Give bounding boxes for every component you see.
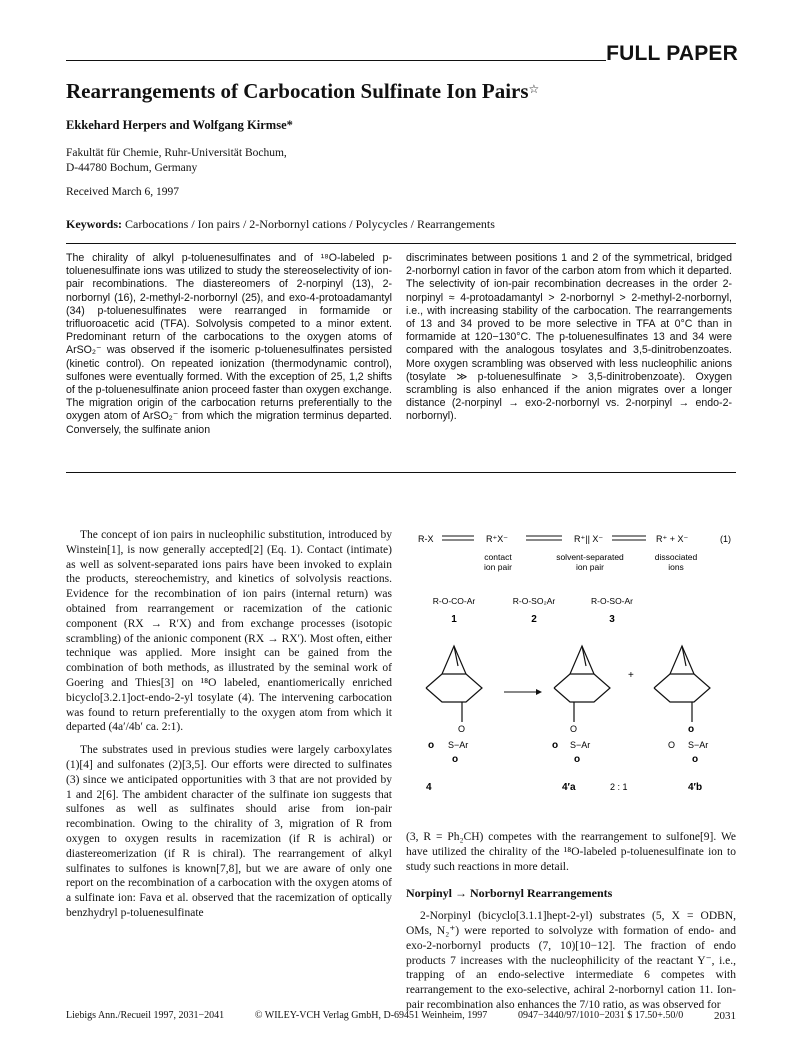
- eq-rx: R-X: [418, 534, 434, 544]
- eq-number: (1): [720, 534, 731, 544]
- paragraph: The substrates used in previous studies were largely carboxylates (1)[4] and sulfonates (2)[3,5]. Our efforts were directed to sulfinates (3) since we anticipated opportunities with 3 that are not provided by 1 and 2[6]. The ambident character of the sulfinate ion suggests that sulfones as well as sulfinates should arise from ion-pair recombination. Owing to the chirality of 3, migration of R from oxygen to oxygen results in racemization (if R is achiral) or diastereomerization (if R is chiral). The rearrangement of alkyl sulfinates to sulfones is known[7,8], but we are aware of only one report on the recombination of a carbocation with the oxygen atoms of a sulfinate ion: Fava et al. observed that the racemization of optically benzhydryl p-toluenesulfinate: [66, 744, 392, 919]
- abstract-left-column: The chirality of alkyl p-toluenesulfinates and of ¹⁸O-labeled p-toluenesulfinate ions was utilized to study the stereoselectivity of ion-pair recombinations. The diastereomers of 2-norpinyl (13), 2-norbornyl (16), 2-methyl-2-norbornyl (25), and exo-4-protoadamantyl (34) p-toluenesulfinates were rearranged in formamide or trifluoroacetic acid (TFA). Solvolysis competed to a minor extent. Predominant return of the carbocations to the oxygen atoms of ArSO₂⁻ was observed if the isomeric p-toluenesulfinates persisted (kinetic control). On repeated ionization (thermodynamic control), sulfones were eventually formed. With the exception of 25, 1,2 shifts of the p-toluenesulfinate anion proceed faster than oxygen exchange. The migration origin of the carbocation returns preferentially to the oxygen atom of ArSO₂⁻ from which the migration terminus departed. Conversely, the sulfinate anion: [66, 252, 392, 436]
- compound-3-number: 3: [609, 614, 615, 625]
- arrow-head: [536, 689, 542, 695]
- mol4b-s-ar: S−Ar: [688, 740, 709, 750]
- article-title: Rearrangements of Carbocation Sulfinate Ion Pairs☆: [66, 79, 540, 103]
- mol4a-o-dot: o: [552, 740, 559, 751]
- authors: Ekkehard Herpers and Wolfgang Kirmse*: [66, 118, 293, 132]
- eq-dissoc: R⁺ + X⁻: [656, 534, 689, 544]
- paragraph: The concept of ion pairs in nucleophilic substitution, introduced by Winstein[1], is now generally accepted[2] (Eq. 1). Contact (intimate) as well as solvent-separated ions pairs have been invoked to explain the products, stereochemistry, and kinetics of solvolysis reactions. Evidence for the recombination of ion pairs (internal return) was obtained from rearrangement or racemization of the cationic component (RX → R′X) and from exchange processes (isotopic scrambling) of the anionic component (RX → RX′). Most often, either technique was applied. More insight can be gained from the combination of both methods, as illustrated by the seminal work of Goering and Thies[3] on ¹⁸O labeled, enantiomerically enriched bicyclo[3.2.1]oct-endo-2-yl tosylate (4). The intervening carbocation was found to return preferentially to the oxygen atom from which it departed (4a′/4b′ ca. 2:1).: [66, 529, 392, 734]
- mol4-o-dot: o: [428, 740, 435, 751]
- mol4b-o-bot: o: [692, 754, 699, 765]
- reaction-scheme: [406, 528, 736, 818]
- compound-2-formula: R-O-SO₂Ar: [512, 596, 556, 606]
- label-dissoc: dissociated: [654, 552, 698, 562]
- compound-1-number: 1: [451, 614, 457, 625]
- mol4a-o: O: [570, 724, 578, 734]
- mol4-label: 4: [426, 782, 432, 793]
- keywords: Keywords: Carbocations / Ion pairs / 2-Norbornyl cations / Polycycles / Rearrangements: [66, 217, 495, 231]
- mol4-o: O: [458, 724, 466, 734]
- journal-citation: Liebigs Ann./Recueil 1997, 2031−2041: [66, 1010, 225, 1021]
- label-dissoc-2: ions: [668, 562, 684, 572]
- label-contact: contact: [484, 552, 512, 562]
- product-ratio: 2 : 1: [610, 782, 628, 792]
- title-footnote-mark: ☆: [528, 82, 540, 96]
- body-right-column: [406, 830, 736, 1021]
- page-footer: [66, 1010, 736, 1022]
- mol4a-label: 4′a: [562, 782, 576, 793]
- mol4a-o-bot: o: [574, 754, 581, 765]
- equilibrium-arrows: [442, 536, 646, 540]
- abstract-rule-top: [66, 243, 736, 244]
- molecule-4-structure: [426, 646, 482, 722]
- header-rule: [66, 60, 606, 61]
- page-number: 2031: [713, 1010, 736, 1022]
- plus-sign: +: [628, 670, 634, 681]
- compound-1-formula: R-O-CO-Ar: [432, 596, 476, 606]
- molecule-4b-structure: [654, 646, 710, 722]
- publisher-notice: © WILEY-VCH Verlag GmbH, D-69451 Weinheim, 1997: [254, 1010, 488, 1021]
- abstract-rule-bottom: [66, 472, 736, 473]
- affiliation: Fakultät für Chemie, Ruhr-Universität Bochum, D-44780 Bochum, Germany: [66, 147, 287, 174]
- body-left-column: [66, 528, 392, 929]
- mol4b-label: 4′b: [688, 782, 703, 793]
- label-solvsep-2: ion pair: [576, 562, 604, 572]
- molecule-4a-structure: [554, 646, 610, 722]
- mol4a-s-ar: S−Ar: [570, 740, 591, 750]
- paragraph: 2-Norpinyl (bicyclo[3.1.1]hept-2-yl) substrates (5, X = ODBN, OMs, N₂⁺) were reported to solvolyze with formation of endo- and exo-2-norbornyl products (7, 10)[10−12]. The fraction of endo products 7 increases with the nucleophilicity of the reactant Y⁻, i.e., trapping of an endo-selective intermediate 6 competes with rearrangement to the exo-selective, achiral 2-norbornyl cation 11. Ion-pair recombination also enhances the 7/10 ratio, as was observed for: [406, 910, 736, 1011]
- compound-2-number: 2: [531, 614, 537, 625]
- mol4-s-ar: S−Ar: [448, 740, 469, 750]
- mol4-o-bot: o: [452, 754, 459, 765]
- eq-contact: R⁺X⁻: [486, 534, 509, 544]
- paragraph: (3, R = Ph₂CH) competes with the rearrangement to sulfone[9]. We have utilized the chirality of the ¹⁸O-labeled p-toluenesulfinate ion to study such reactions in more detail.: [406, 831, 736, 873]
- mol4b-o-dot: o: [688, 724, 695, 735]
- received-date: Received March 6, 1997: [66, 186, 180, 198]
- section-label: FULL PAPER: [606, 42, 738, 65]
- label-solvsep: solvent-separated: [556, 552, 624, 562]
- abstract-right-column: discriminates between positions 1 and 2 of the symmetrical, bridged 2-norbornyl cation in favor of the carbon atom from which it departed. The selectivity of ion-pair recombination decreases in the order 2-norpinyl ≈ 4-protoadamantyl > 2-norbornyl > 2-methyl-2-norbornyl, i.e., with increasing stability of the carbocation. The rearrangements of 13 and 34 proved to be more selective in TFA at 0°C than in formamide at 120−130°C. The p-toluenesulfinates 13 and 34 were compared with the analogous tosylates and 3,5-dinitrobenzoates. More oxygen scrambling was observed with less nucleophilic anions (tosylate ≫ p-toluenesulfinate > 3,5-dinitrobenzoate). Oxygen scrambling is also enhanced if the anion migrates over a longer distance (2-norpinyl → exo-2-norbornyl vs. 2-norpinyl → endo-2-norbornyl).: [406, 252, 732, 423]
- issn-price: 0947−3440/97/1010−2031 $ 17.50+.50/0: [517, 1010, 684, 1021]
- label-contact-2: ion pair: [484, 562, 512, 572]
- mol4b-o: O: [668, 740, 676, 750]
- eq-solvsep: R⁺|| X⁻: [574, 534, 604, 544]
- compound-3-formula: R-O-SO-Ar: [590, 596, 634, 606]
- section-heading: Norpinyl → Norbornyl Rearrangements: [406, 886, 613, 901]
